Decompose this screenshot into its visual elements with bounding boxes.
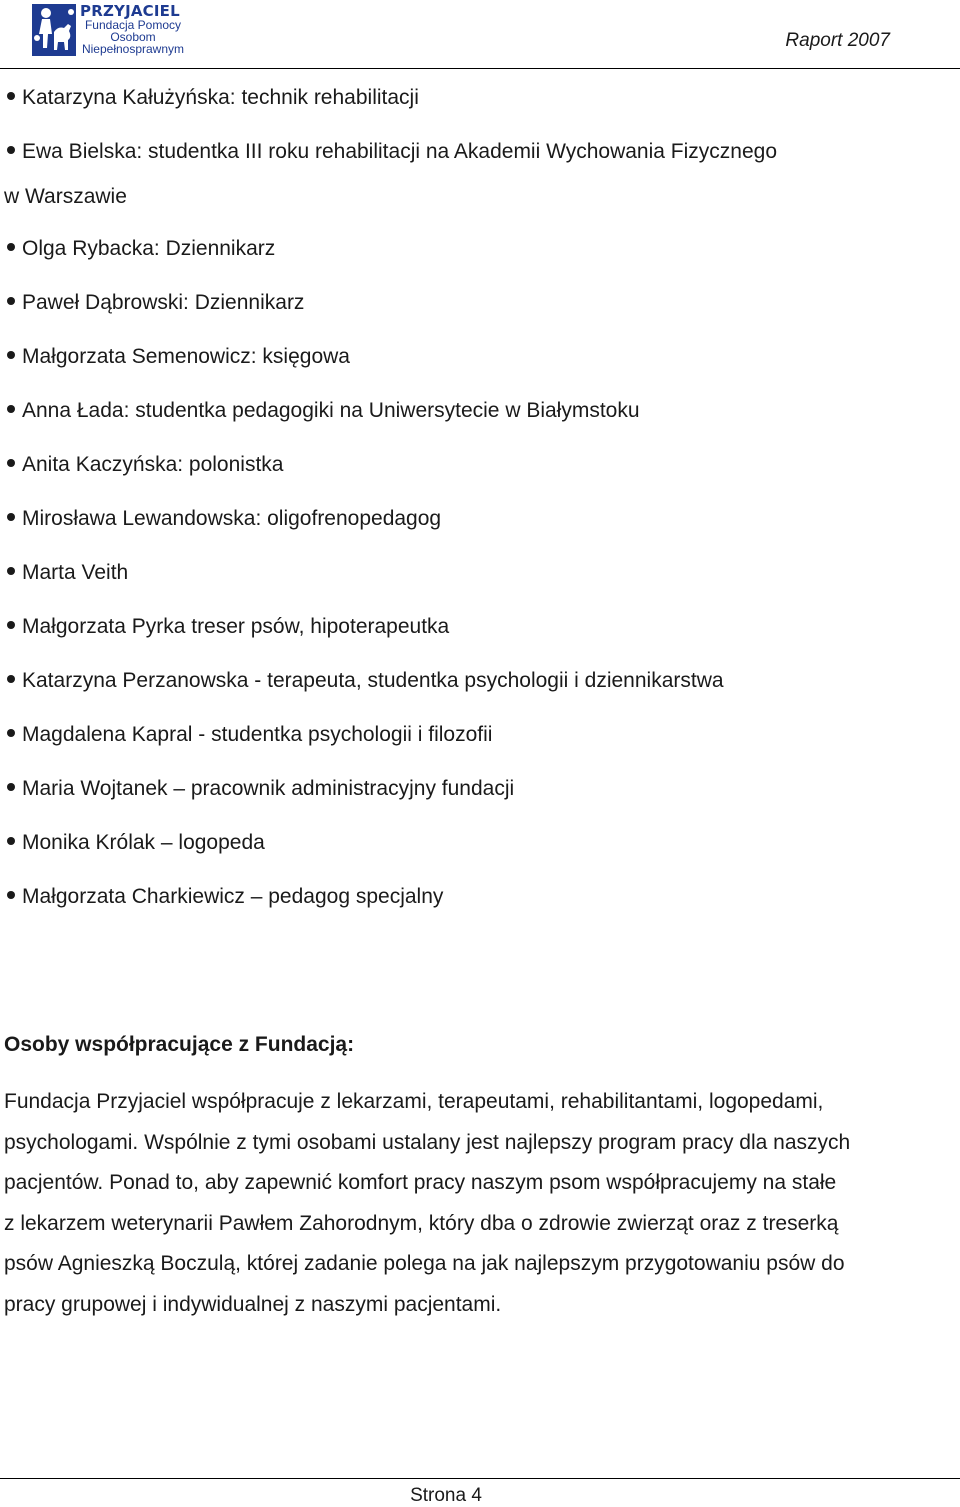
foundation-logo: [28, 4, 188, 56]
dog-and-person-logo-icon: [32, 4, 76, 56]
list-item: [0, 873, 960, 927]
bullet-icon: [7, 146, 15, 154]
list-item-text: Maria Wojtanek – pracownik administracyjny fundacji: [22, 777, 515, 800]
list-item-text: Małgorzata Charkiewicz – pedagog specjalny: [22, 885, 444, 908]
list-item-text: Ewa Bielska: studentka III roku rehabilitacji na Akademii Wychowania Fizycznego: [22, 140, 778, 163]
list-item-text: Anna Łada: studentka pedagogiki na Uniwersytecie w Białymstoku: [22, 399, 640, 422]
list-item: [0, 279, 960, 333]
list-item: [0, 657, 960, 711]
list-item-text: Mirosława Lewandowska: oligofrenopedagog: [22, 507, 442, 530]
list-item-text: Magdalena Kapral - studentka psychologii i filozofii: [22, 723, 493, 746]
cooperation-paragraph: [4, 1082, 960, 1325]
list-item: [0, 711, 960, 765]
page-number: Strona 4: [410, 1485, 482, 1506]
bullet-icon: [7, 92, 15, 100]
bullet-icon: [7, 729, 15, 737]
list-item-text: Małgorzata Semenowicz: księgowa: [22, 345, 350, 368]
list-item-text: Katarzyna Perzanowska - terapeuta, studentka psychologii i dziennikarstwa: [22, 669, 724, 692]
list-item: [0, 225, 960, 279]
list-item: [0, 549, 960, 603]
logo-title: PRZYJACIEL: [80, 2, 180, 20]
list-item: [0, 819, 960, 873]
paragraph-line: psów Agnieszką Boczulą, której zadanie polega na jak najlepszym przygotowaniu psów do: [4, 1252, 845, 1275]
list-item: [0, 441, 960, 495]
list-item: [0, 765, 960, 819]
report-label: Raport 2007: [785, 30, 890, 51]
bullet-icon: [7, 567, 15, 575]
list-item: [0, 128, 960, 225]
bullet-icon: [7, 621, 15, 629]
footer-divider: [0, 1478, 960, 1479]
page-header: [0, 0, 960, 70]
list-item: [0, 74, 960, 128]
list-item: [0, 603, 960, 657]
list-item-text: Olga Rybacka: Dziennikarz: [22, 237, 276, 260]
list-item-continuation: w Warszawie: [4, 185, 127, 208]
paragraph-line: pracy grupowej i indywidualnej z naszymi pacjentami.: [4, 1292, 502, 1316]
paragraph-line: Fundacja Przyjaciel współpracuje z lekarzami, terapeutami, rehabilitantami, logopedami,: [4, 1090, 824, 1113]
bullet-icon: [7, 837, 15, 845]
bullet-icon: [7, 405, 15, 413]
bullet-icon: [7, 297, 15, 305]
list-item: [0, 387, 960, 441]
staff-list: [0, 74, 960, 927]
list-item-text: Katarzyna Kałużyńska: technik rehabilitacji: [22, 86, 419, 109]
list-item: [0, 333, 960, 387]
bullet-icon: [7, 675, 15, 683]
bullet-icon: [7, 459, 15, 467]
list-item-text: Anita Kaczyńska: polonistka: [22, 453, 284, 476]
paragraph-line: psychologami. Wspólnie z tymi osobami ustalany jest najlepszy program pracy dla naszych: [4, 1130, 851, 1154]
list-item: [0, 495, 960, 549]
header-divider: [0, 68, 960, 69]
bullet-icon: [7, 891, 15, 899]
logo-line-2: Osobom: [110, 30, 156, 44]
bullet-icon: [7, 243, 15, 251]
bullet-icon: [7, 513, 15, 521]
logo-line-1: Fundacja Pomocy: [84, 18, 182, 32]
paragraph-line: pacjentów. Ponad to, aby zapewnić komfort pracy naszym psom współpracujemy na stałe: [4, 1171, 837, 1194]
list-item-text: Marta Veith: [22, 561, 129, 584]
list-item-text: Paweł Dąbrowski: Dziennikarz: [22, 291, 305, 314]
list-item-text: Monika Królak – logopeda: [22, 831, 265, 854]
logo-line-3: Niepełnosprawnym: [81, 42, 185, 56]
logo-text: [80, 4, 190, 55]
bullet-icon: [7, 351, 15, 359]
list-item-text: Małgorzata Pyrka treser psów, hipoterapeutka: [22, 615, 450, 638]
bullet-icon: [7, 783, 15, 791]
section-heading: Osoby współpracujące z Fundacją:: [4, 1033, 355, 1056]
paragraph-line: z lekarzem weterynarii Pawłem Zahorodnym, który dba o zdrowie zwierząt oraz z treserką: [4, 1211, 839, 1235]
